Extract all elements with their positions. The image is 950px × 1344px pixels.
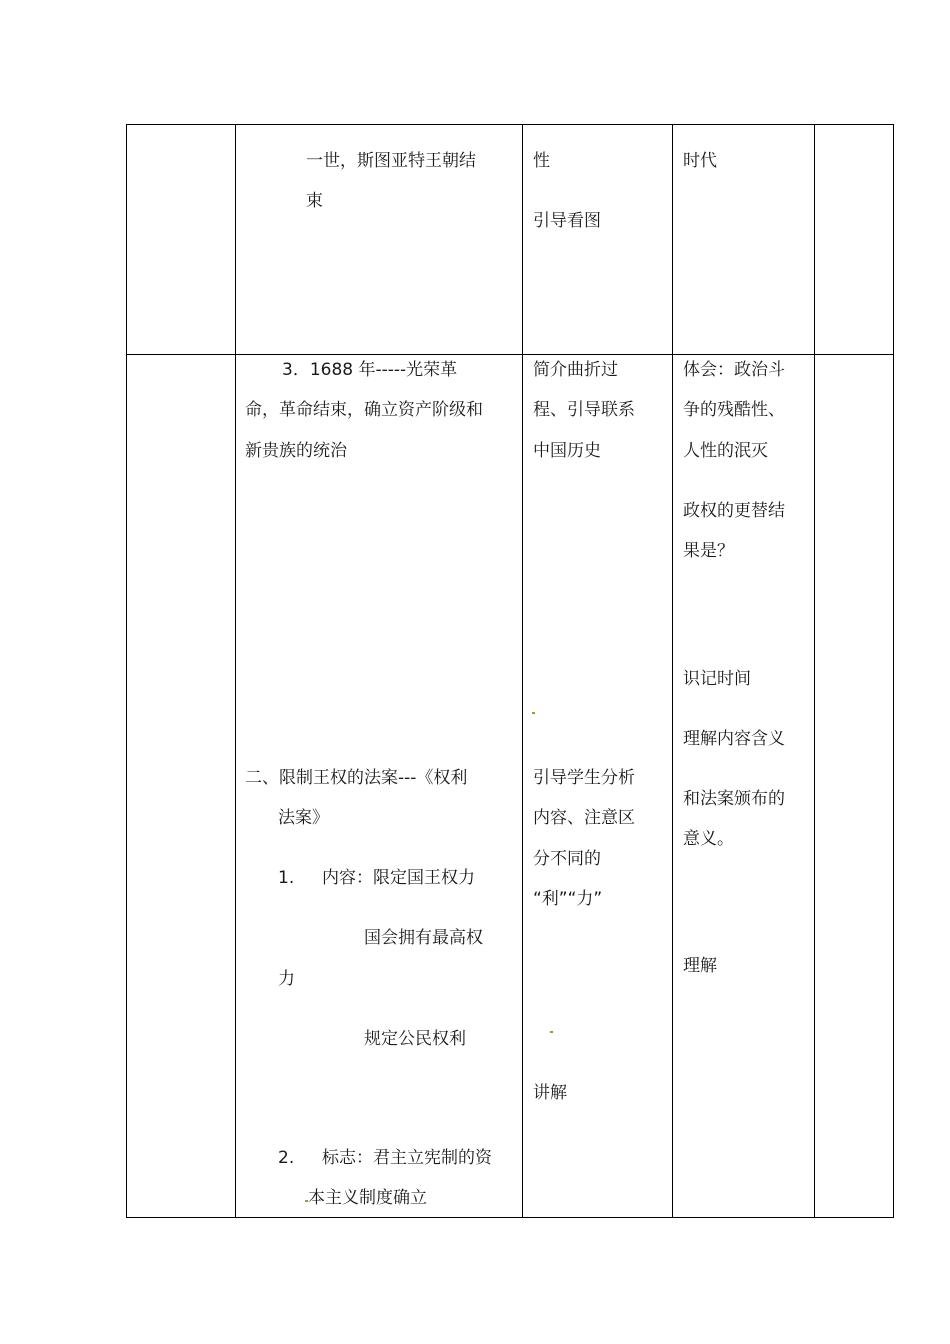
content-cell — [236, 355, 523, 1218]
teacher-line: 程、引导联系 — [533, 400, 635, 420]
teacher-activity-cell — [523, 125, 673, 355]
intent-line: 果是？ — [683, 541, 734, 561]
content-line: 本主义制度确立 — [308, 1188, 427, 1208]
content-line: 束 — [306, 191, 323, 211]
stage-cell — [127, 125, 236, 355]
list-number: 1. — [278, 868, 295, 888]
notes-cell — [815, 125, 894, 355]
teacher-line: 分不同的 — [533, 849, 601, 869]
teacher-line: 中国历史 — [533, 441, 601, 461]
content-line: 命，革命结束，确立资产阶级和 — [245, 400, 483, 420]
content-line: 新贵族的统治 — [245, 441, 347, 461]
intent-line: 争的残酷性、 — [683, 400, 785, 420]
content-line: 法案》 — [278, 808, 329, 828]
content-line: 规定公民权利 — [364, 1029, 466, 1049]
intent-line: 识记时间 — [683, 669, 751, 689]
stage-cell — [127, 355, 236, 1218]
intent-line: 政权的更替结 — [683, 501, 785, 521]
intent-line: 体会：政治斗 — [683, 360, 785, 380]
teacher-line: 性 — [533, 151, 550, 171]
teacher-line: “利”“力” — [533, 889, 603, 909]
intent-line: 理解内容含义 — [683, 729, 785, 749]
speck-mark — [305, 1200, 308, 1202]
teacher-line: 内容、注意区 — [533, 808, 635, 828]
content-line: 内容：限定国王权力 — [322, 868, 475, 888]
teacher-line: 引导看图 — [533, 211, 601, 231]
content-line: 力 — [278, 969, 295, 989]
lesson-plan-table — [126, 124, 894, 1218]
teacher-line: 简介曲折过 — [533, 360, 618, 380]
content-cell — [236, 125, 523, 355]
table-row — [127, 125, 894, 355]
section-heading: 二、限制王权的法案---《权利 — [245, 768, 468, 788]
teacher-activity-cell — [523, 355, 673, 1218]
intent-cell — [673, 125, 815, 355]
content-line: 国会拥有最高权 — [364, 928, 483, 948]
intent-line: 人性的泯灭 — [683, 441, 768, 461]
table-row — [127, 355, 894, 1218]
intent-cell — [673, 355, 815, 1218]
intent-line: 理解 — [683, 956, 717, 976]
teacher-line: 讲解 — [533, 1083, 567, 1103]
speck-mark — [532, 712, 535, 714]
speck-mark — [550, 1031, 553, 1033]
intent-line: 意义。 — [683, 829, 734, 849]
list-number: 2. — [278, 1148, 295, 1168]
content-line: 一世，斯图亚特王朝结 — [306, 151, 476, 171]
intent-line: 和法案颁布的 — [683, 789, 785, 809]
notes-cell — [815, 355, 894, 1218]
teacher-line: 引导学生分析 — [533, 768, 635, 788]
intent-line: 时代 — [683, 151, 717, 171]
content-line: 3．1688 年-----光荣革 — [282, 360, 458, 380]
content-line: 标志：君主立宪制的资 — [322, 1148, 492, 1168]
